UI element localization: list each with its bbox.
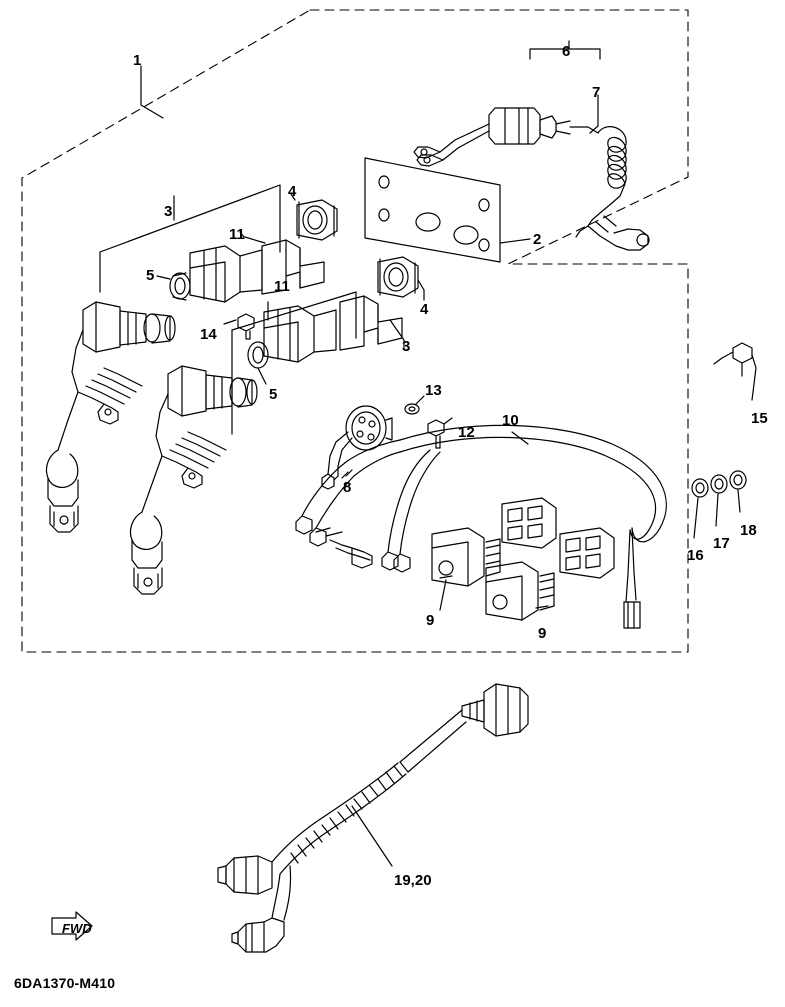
part-15-bolt xyxy=(714,343,756,400)
callout-12: 12 xyxy=(458,424,475,441)
callout-4-lower: 4 xyxy=(420,301,429,318)
part-18-washer xyxy=(730,471,746,512)
part-5-seal-lower xyxy=(248,342,268,384)
part-14-fastener xyxy=(224,314,254,339)
part-5-seal-upper xyxy=(157,273,190,300)
leader-1 xyxy=(141,66,163,118)
callout-9-b: 9 xyxy=(538,625,547,642)
callout-5-lower: 5 xyxy=(269,386,278,403)
callout-16: 16 xyxy=(687,547,704,564)
callout-15: 15 xyxy=(751,410,768,427)
part-2-mounting-plate xyxy=(365,158,530,262)
callout-2: 2 xyxy=(533,231,542,248)
callout-17: 17 xyxy=(713,535,730,552)
callout-8: 8 xyxy=(343,479,352,496)
harness-upper-left xyxy=(46,302,175,532)
harness-connector-upper xyxy=(502,498,556,548)
part-19-20-extension-harness xyxy=(218,684,528,952)
callout-9-a: 9 xyxy=(426,612,435,629)
callout-5-upper: 5 xyxy=(146,267,155,284)
part-6-7-coiled-cord xyxy=(414,41,649,250)
callout-11-lower: 11 xyxy=(274,278,290,295)
callout-11-upper: 11 xyxy=(229,226,245,243)
callout-1: 1 xyxy=(133,52,142,69)
part-11-clip-lower xyxy=(340,296,404,350)
callout-19-20: 19,20 xyxy=(394,872,432,889)
part-17-washer xyxy=(711,475,727,526)
callout-14: 14 xyxy=(200,326,217,343)
callout-3-upper: 3 xyxy=(164,203,173,220)
callout-6: 6 xyxy=(562,43,571,60)
callout-3-lower: 3 xyxy=(402,338,411,355)
callout-10: 10 xyxy=(502,412,519,429)
part-16-washer xyxy=(692,479,708,538)
part-13-washer xyxy=(405,396,424,414)
part-9-relay-a xyxy=(432,528,500,610)
fwd-label: FWD xyxy=(62,921,92,936)
part-number-label: 6DA1370-M410 xyxy=(14,975,116,991)
part-10-wire-harness xyxy=(296,425,666,628)
callout-13: 13 xyxy=(425,382,442,399)
part-8-round-connector xyxy=(322,406,392,489)
harness-connector-lower xyxy=(560,528,614,578)
part-9-relay-b xyxy=(486,562,554,620)
callout-4-upper: 4 xyxy=(288,183,297,200)
part-4-grommet-lower xyxy=(378,257,424,300)
callout-7: 7 xyxy=(592,84,601,101)
part-4-grommet-upper xyxy=(291,194,337,240)
harness-lower-left xyxy=(130,366,257,594)
callout-18: 18 xyxy=(740,522,757,539)
